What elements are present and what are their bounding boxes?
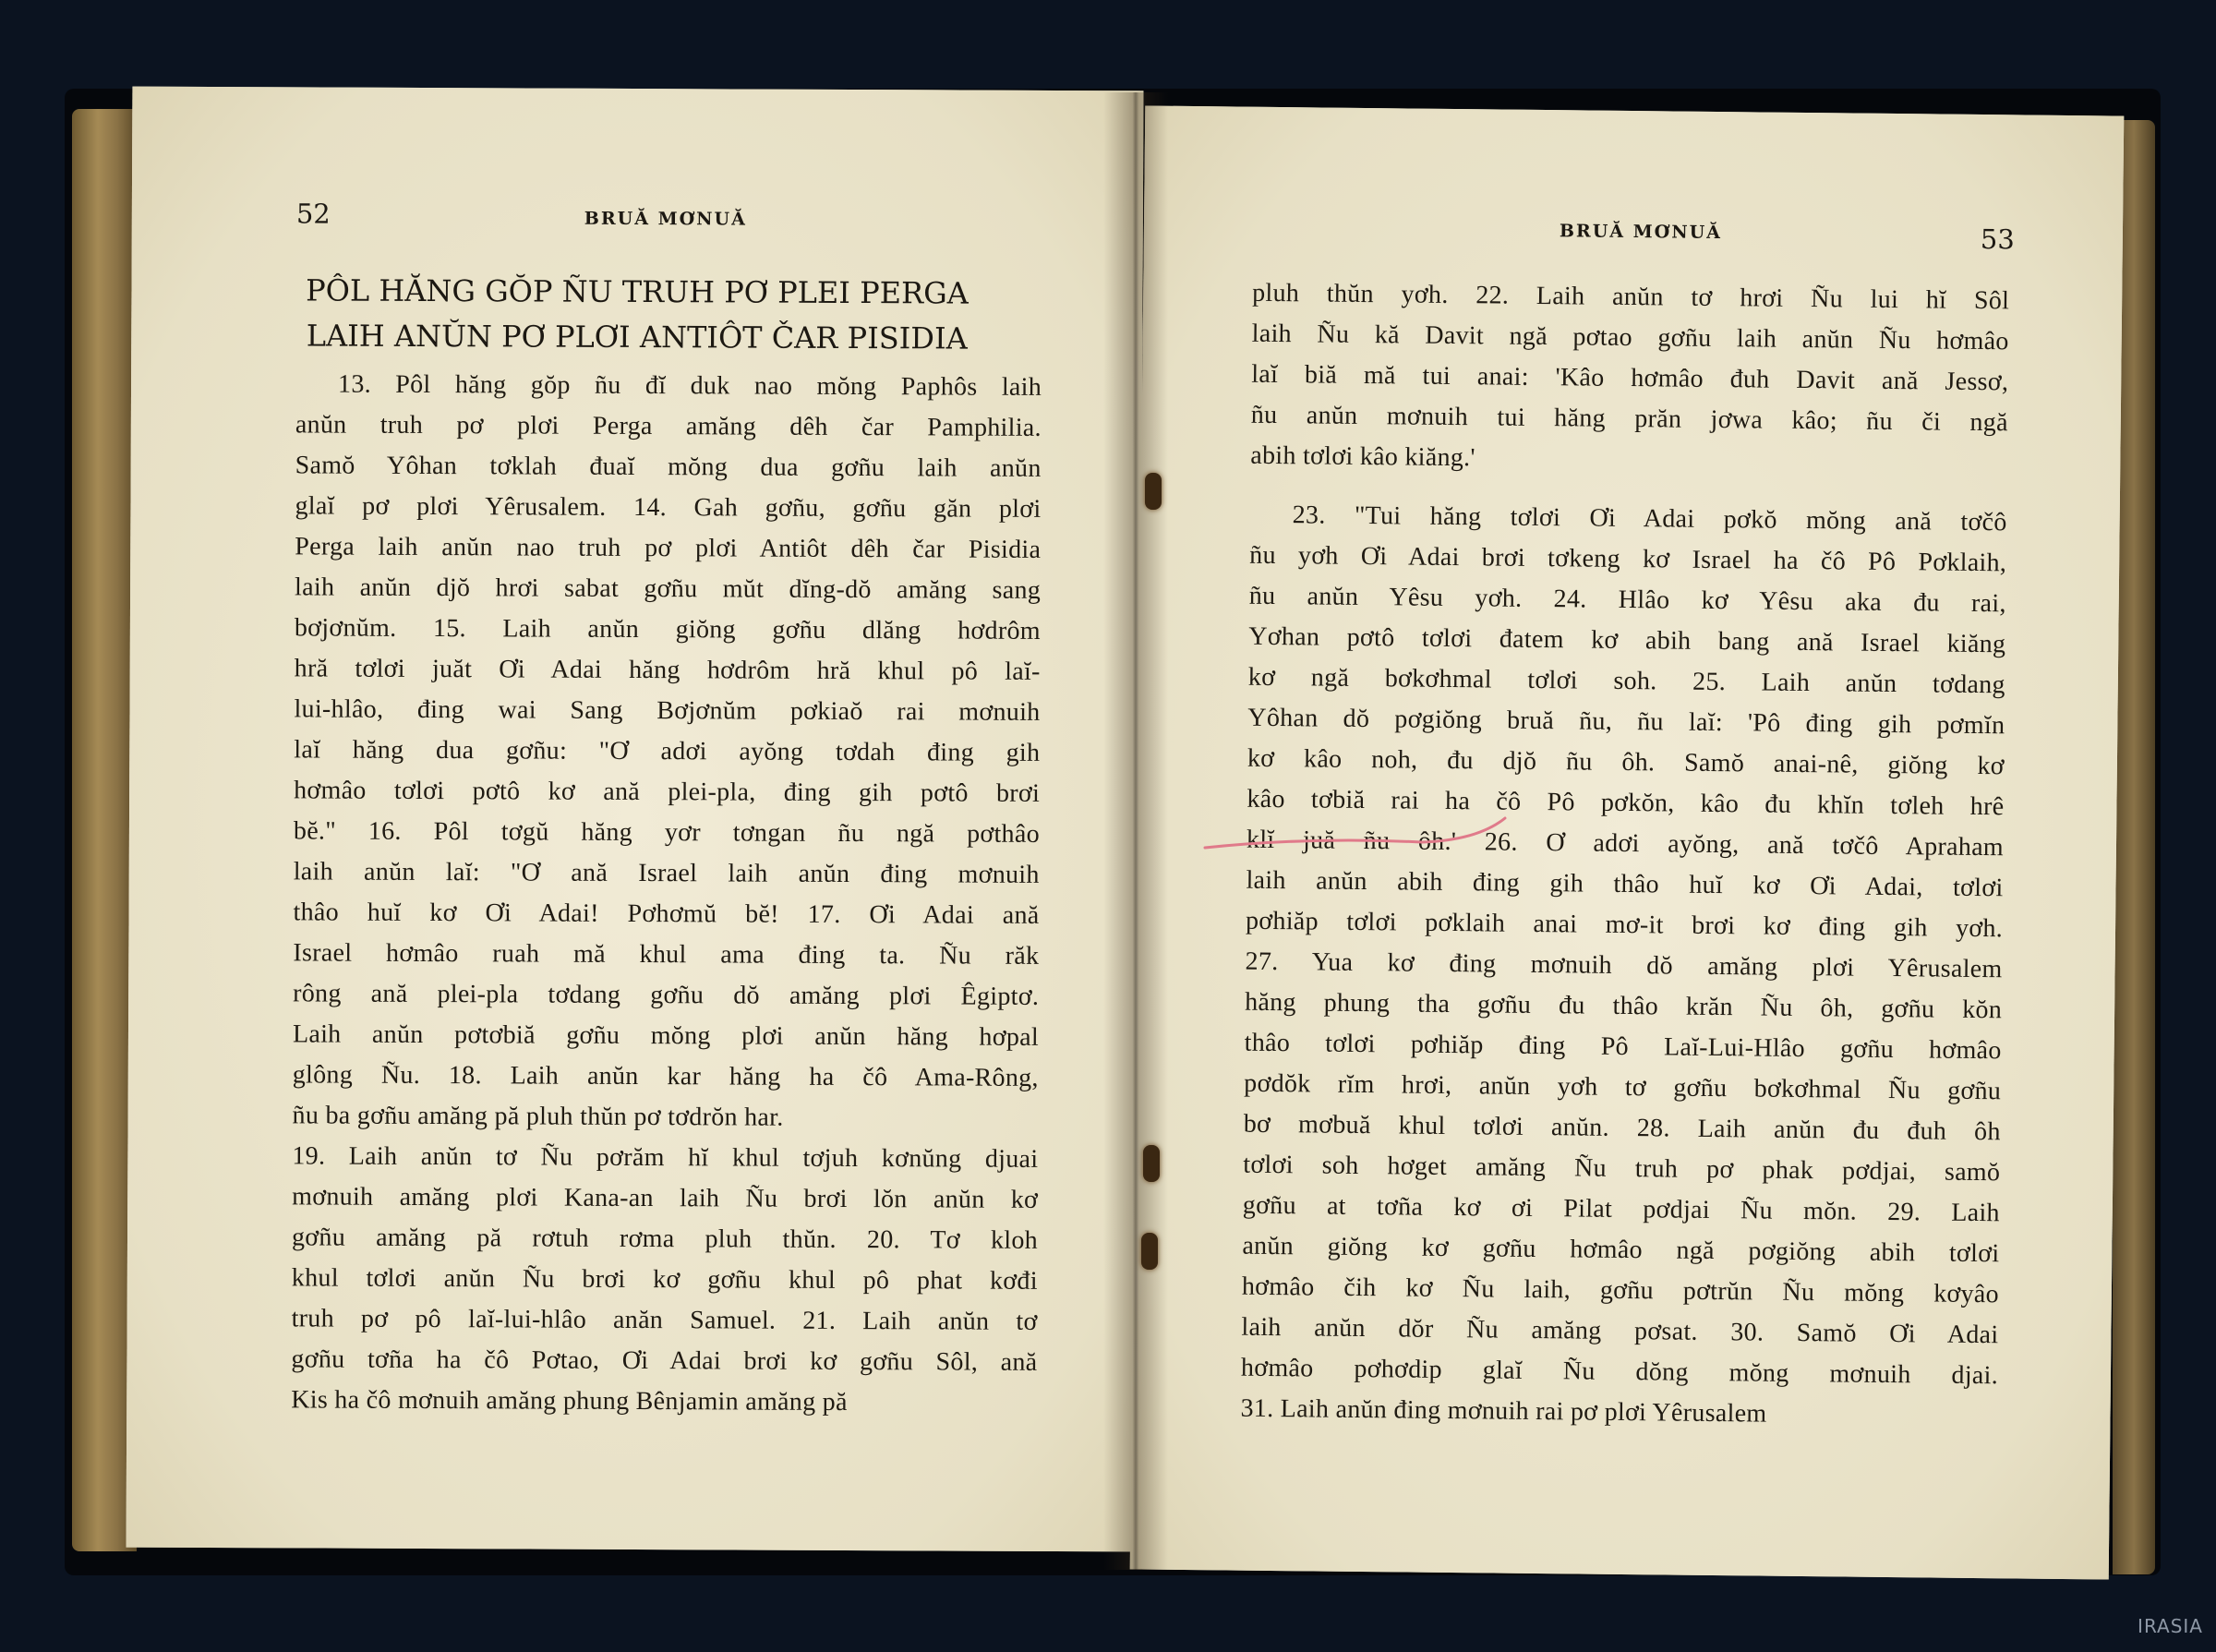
text-line: khul tơlơi anŭn Ñu brơi kơ gơñu khul pô phat kơđi xyxy=(291,1263,1038,1296)
text-line: Kis ha čô mơnuih amăng phung Bênjamin amăng pă xyxy=(291,1385,848,1417)
left-page xyxy=(126,87,1144,1552)
text-line: lui-hlâo, đing wai Sang Bơjơnŭm pơkiaŏ rai mơnuih xyxy=(294,694,1041,727)
text-line: laĭ biă mă tui anai: 'Kâo hơmâo đuh Davit ană Jessơ, xyxy=(1251,359,2009,397)
text-line: laih anŭn dŏr Ñu amăng pơsat. 30. Samŏ Ơi Adai xyxy=(1241,1312,1999,1350)
text-line: glông Ñu. 18. Laih anŭn kar hăng ha čô Ama-Rông, xyxy=(292,1060,1039,1092)
text-line: 13. Pôl hăng gŏp ñu đĭ duk nao mŏng Paphôs laih xyxy=(337,369,1042,402)
text-line: thâo tơlơi pơhiăp đing Pô Laĭ-Lui-Hlâo gơñu hơmâo xyxy=(1244,1028,2002,1066)
binding-hole xyxy=(1143,1145,1160,1182)
text-line: ñu anŭn Yêsu yơh. 24. Hlâo kơ Yêsu aka đu rai, xyxy=(1248,581,2006,619)
section-title-line: LAIH ANŬN PƠ PLƠI ANTIÔT ČAR PISIDIA xyxy=(306,318,968,356)
text-line: pơdŏk rĭm hrơi, anŭn yơh tơ gơñu bơkơhmal Ñu gơñu xyxy=(1244,1068,2002,1106)
text-line: 19. Laih anŭn tơ Ñu pơrăm hĭ khul tơjuh kơnŭng djuai xyxy=(292,1141,1039,1174)
pen-underline-mark xyxy=(1200,813,1524,859)
right-page-number: 53 xyxy=(1980,223,2015,256)
book-gutter xyxy=(1103,92,1168,1570)
text-line: 31. Laih anŭn đing mơnuih rai pơ plơi Yêrusalem xyxy=(1240,1393,1767,1429)
section-title xyxy=(131,268,1142,363)
text-line: laĭ hăng dua gơñu: "Ơ adơi ayŏng tơdah đing gih xyxy=(294,735,1041,767)
text-line: ñu ba gơñu amăng pă pluh thŭn pơ tơdrŏn har. xyxy=(292,1101,784,1132)
text-line: bĕ." 16. Pôl tơgŭ hăng yơr tơngan ñu ngă pơthâo xyxy=(293,816,1041,849)
text-line: anŭn giŏng kơ gơñu hơmâo ngă pơgiŏng abih tơlơi xyxy=(1242,1231,2000,1269)
text-line: laih Ñu kă Davit ngă pơtao gơñu laih anŭn Ñu hơmâo xyxy=(1251,319,2009,356)
text-line: ñu yơh Ơi Adai brơi tơkeng kơ Israel ha čô Pô Pơklaih, xyxy=(1249,540,2007,578)
text-line: Yôhan dŏ pơgiŏng bruă ñu, ñu laĭ: 'Pô đing gih pơmĭn xyxy=(1247,703,2005,741)
left-page-number: 52 xyxy=(295,198,331,230)
text-line: 23. "Tui hăng tơlơi Ơi Adai pơkŏ mŏng ană tơčô xyxy=(1292,500,2007,537)
section-title-line: PÔL HĂNG GŎP ÑU TRUH PƠ PLEI PERGA xyxy=(306,272,969,311)
text-line: gơñu amăng pă rơtuh rơma pluh thŭn. 20. Tơ kloh xyxy=(291,1223,1039,1255)
text-line: pluh thŭn yơh. 22. Laih anŭn tơ hrơi Ñu lui hĭ Sôl xyxy=(1252,278,2010,316)
text-line: Israel hơmâo ruah mă khul ama đing ta. Ñu răk xyxy=(293,938,1040,971)
right-running-head: BRUĂ MƠNUĂ xyxy=(1559,221,1723,244)
text-line: gơñu at tơña kơ ơi Pilat pơdjai Ñu mŏn. 29. Laih xyxy=(1242,1190,2000,1228)
text-line: bơ mơbuă khul tơlơi anŭn. 28. Laih anŭn đu đuh ôh xyxy=(1243,1109,2001,1147)
text-line: glaĭ pơ plơi Yêrusalem. 14. Gah gơñu, gơñu găn plơi xyxy=(295,491,1042,524)
binding-hole xyxy=(1141,1233,1158,1270)
text-line: ñu anŭn mơnuih tui hăng prăn jơwa kâo; ñu či ngă xyxy=(1250,400,2008,438)
text-line: Laih anŭn pơtơbiă gơñu mŏng plơi anŭn hăng hơpal xyxy=(292,1019,1040,1052)
text-line: tơlơi soh hơget amăng Ñu truh pơ phak pơdjai, samŏ xyxy=(1243,1150,2001,1188)
text-line: kơ kâo noh, đu djŏ ñu ôh. Samŏ anai-nê, giŏng kơ xyxy=(1246,743,2005,781)
text-line: Perga laih anŭn nao truh pơ plơi Antiôt dêh čar Pisidia xyxy=(295,532,1042,564)
text-line: hơmâo čih kơ Ñu laih, gơñu pơtrŭn Ñu mŏng kơyâo xyxy=(1241,1272,2000,1309)
text-line: laih anŭn abih đing gih thâo huĭ kơ Ơi Adai, tơlơi xyxy=(1246,865,2004,903)
text-line: Yơhan pơtô tơlơi đatem kơ abih bang ană Israel kiăng xyxy=(1248,621,2006,659)
text-line: kâo tơbiă rai ha čô Pô pơkŏn, kâo đu khĭn tơleh hrê xyxy=(1246,784,2005,822)
text-line: thâo huĭ kơ Ơi Adai! Pơhơmŭ bĕ! 17. Ơi Adai ană xyxy=(293,898,1040,930)
text-line: hră tơlơi juăt Ơi Adai hăng hơdrôm hră khul pô laĭ- xyxy=(294,654,1041,686)
text-line: kơ ngă bơkơhmal tơlơi soh. 25. Laih anŭn tơdang xyxy=(1247,662,2005,700)
text-line: rông ană plei-pla tơdang gơñu dŏ amăng plơi Êgiptơ. xyxy=(293,979,1040,1011)
text-line: hơmâo tơlơi pơtô kơ ană plei-pla, đing gih pơtô brơi xyxy=(294,776,1041,808)
text-line: 27. Yua kơ đing mơnuih dŏ amăng plơi Yêrusalem xyxy=(1245,947,2003,984)
text-line: gơñu tơña ha čô Pơtao, Ơi Adai brơi kơ gơñu Sôl, ană xyxy=(291,1345,1038,1377)
text-line: pơhiăp tơlơi pơklaih anai mơ-it brơi kơ đing gih yơh. xyxy=(1245,906,2004,944)
text-line: hăng phung tha gơñu đu thâo krăn Ñu ôh, gơñu kŏn xyxy=(1245,987,2003,1025)
text-line: laih anŭn laĭ: "Ơ ană Israel laih anŭn đing mơnuih xyxy=(293,857,1040,889)
binding-hole xyxy=(1145,473,1162,510)
text-line: abih tơlơi kâo kiăng.' xyxy=(1250,440,1475,473)
text-line: anŭn truh pơ plơi Perga amăng dêh čar Pamphilia. xyxy=(295,410,1042,442)
text-line: truh pơ pô laĭ-lui-hlâo anăn Samuel. 21. Laih anŭn tơ xyxy=(291,1304,1038,1336)
left-running-head: BRUĂ MƠNUĂ xyxy=(584,208,747,230)
text-line: klĭ juă ñu ôh.' 26. Ơ adơi ayŏng, ană tơčô Apraham xyxy=(1246,825,2005,862)
text-line: mơnuih amăng plơi Kana-an laih Ñu brơi lŏn anŭn kơ xyxy=(292,1182,1039,1214)
watermark-label: IRASIA xyxy=(2138,1615,2203,1637)
text-line: bơjơnŭm. 15. Laih anŭn giŏng gơñu dlăng hơdrôm xyxy=(294,613,1041,645)
text-line: hơmâo pơhơdip glaĭ Ñu dŏng mŏng mơnuih djai. xyxy=(1240,1353,1999,1391)
text-line: laih anŭn djŏ hrơi sabat gơñu mŭt dĭng-dŏ amăng sang xyxy=(295,573,1042,605)
text-line: Samŏ Yôhan tơklah đuaĭ mŏng dua gơñu laih anŭn xyxy=(295,451,1042,483)
left-page-text xyxy=(291,364,1042,1424)
